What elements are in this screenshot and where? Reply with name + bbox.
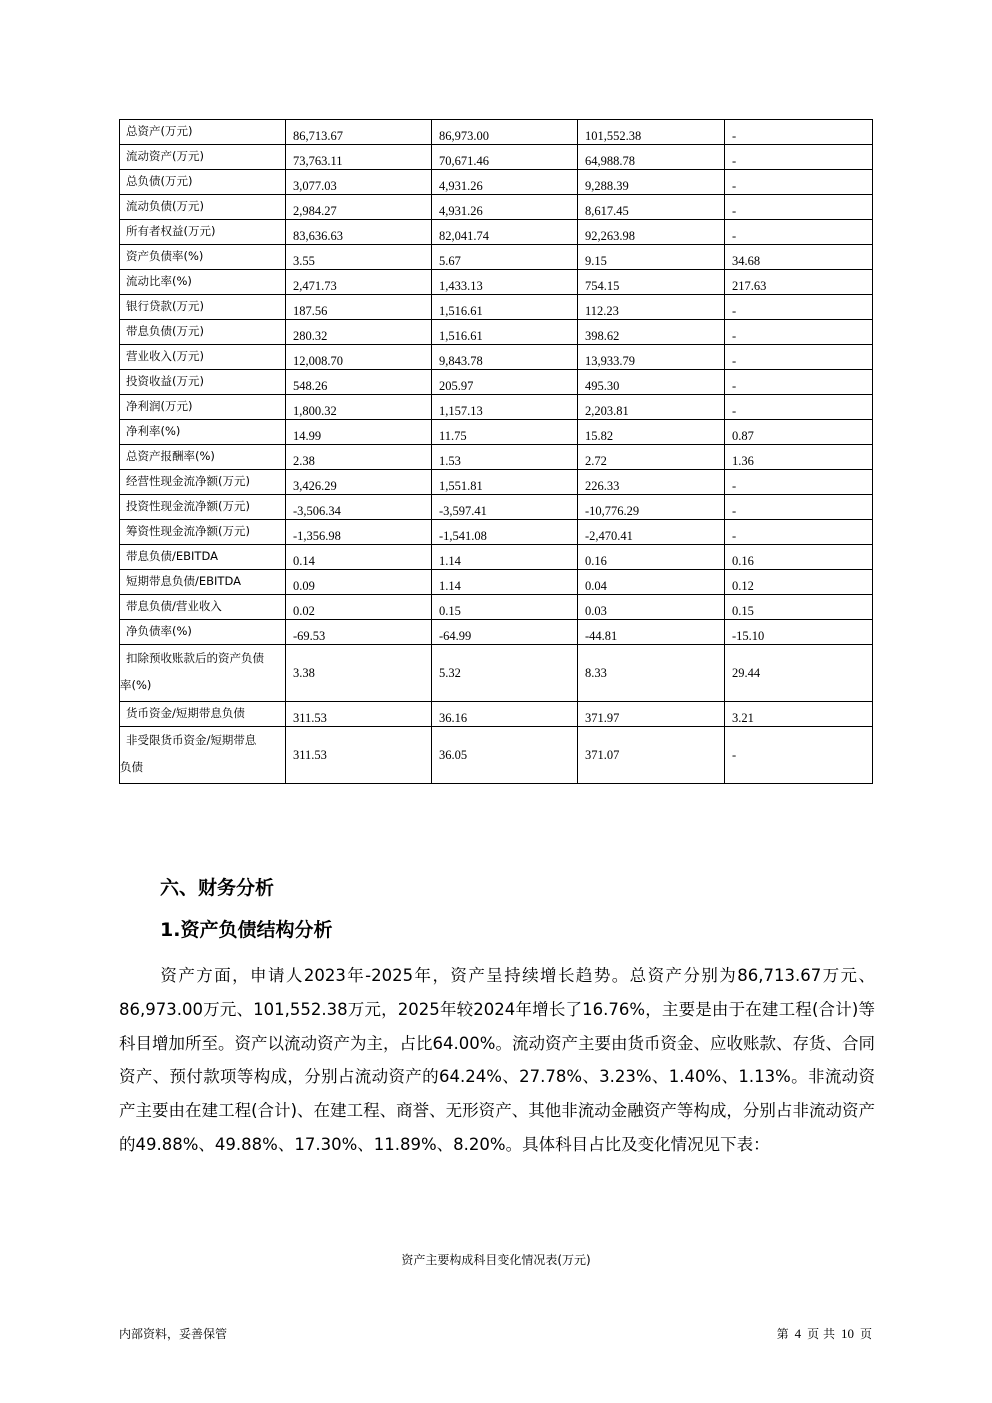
row-label: 净负债率(%) <box>120 620 286 645</box>
row-value: 280.32 <box>286 320 432 345</box>
row-value: 1.36 <box>725 445 873 470</box>
row-value: - <box>725 495 873 520</box>
row-label: 筹资性现金流净额(万元) <box>120 520 286 545</box>
row-value: 3.55 <box>286 245 432 270</box>
table-row <box>120 245 873 270</box>
row-value: - <box>725 520 873 545</box>
row-label: 短期带息负债/EBITDA <box>120 570 286 595</box>
row-value: 3,077.03 <box>286 170 432 195</box>
row-value: 3.38 <box>286 645 432 702</box>
row-value: 548.26 <box>286 370 432 395</box>
row-value: 2,203.81 <box>578 395 725 420</box>
table-row <box>120 145 873 170</box>
page-prefix: 第 <box>776 1327 789 1341</box>
row-value: 14.99 <box>286 420 432 445</box>
row-value: 0.16 <box>578 545 725 570</box>
row-value: -44.81 <box>578 620 725 645</box>
table-row <box>120 470 873 495</box>
row-value: 217.63 <box>725 270 873 295</box>
row-value: 8.33 <box>578 645 725 702</box>
row-value: 371.07 <box>578 727 725 784</box>
row-value: 86,713.67 <box>286 120 432 145</box>
row-value: 3.21 <box>725 702 873 727</box>
row-value: 0.15 <box>725 595 873 620</box>
row-label-line1: 扣除预收账款后的资产负债 <box>126 651 264 665</box>
row-value: 2.38 <box>286 445 432 470</box>
table-row <box>120 645 873 702</box>
row-value: -64.99 <box>432 620 578 645</box>
row-value: -1,541.08 <box>432 520 578 545</box>
table-row <box>120 195 873 220</box>
row-label-line2: 负债 <box>120 760 143 774</box>
row-value: 0.14 <box>286 545 432 570</box>
table-row <box>120 520 873 545</box>
row-value: 1.53 <box>432 445 578 470</box>
row-label: 货币资金/短期带息负债 <box>120 702 286 727</box>
page-mid: 页 共 <box>807 1327 835 1341</box>
row-value: 4,931.26 <box>432 195 578 220</box>
row-value: -1,356.98 <box>286 520 432 545</box>
footer-confidential-note: 内部资料，妥善保管 <box>119 1327 228 1341</box>
row-value: 495.30 <box>578 370 725 395</box>
row-value: - <box>725 220 873 245</box>
row-label: 投资收益(万元) <box>120 370 286 395</box>
table-row <box>120 702 873 727</box>
table-row <box>120 495 873 520</box>
table-row <box>120 395 873 420</box>
row-value: -2,470.41 <box>578 520 725 545</box>
row-value: 9,843.78 <box>432 345 578 370</box>
row-value: 1,551.81 <box>432 470 578 495</box>
row-value: 226.33 <box>578 470 725 495</box>
row-value: 36.05 <box>432 727 578 784</box>
row-value: 86,973.00 <box>432 120 578 145</box>
row-value: 11.75 <box>432 420 578 445</box>
row-label: 带息负债/营业收入 <box>120 595 286 620</box>
page-current: 4 <box>794 1326 802 1341</box>
row-value: 83,636.63 <box>286 220 432 245</box>
table-row <box>120 727 873 784</box>
row-value: 3,426.29 <box>286 470 432 495</box>
row-value: 398.62 <box>578 320 725 345</box>
row-label <box>120 645 286 702</box>
row-value: 70,671.46 <box>432 145 578 170</box>
table-row <box>120 120 873 145</box>
row-value: 9,288.39 <box>578 170 725 195</box>
row-value: -15.10 <box>725 620 873 645</box>
row-value: 0.04 <box>578 570 725 595</box>
row-value: 92,263.98 <box>578 220 725 245</box>
row-value: 754.15 <box>578 270 725 295</box>
page-total: 10 <box>840 1326 854 1341</box>
row-label: 所有者权益(万元) <box>120 220 286 245</box>
row-value: - <box>725 345 873 370</box>
footer-page-number <box>777 1325 872 1342</box>
row-value: 5.67 <box>432 245 578 270</box>
table-row <box>120 420 873 445</box>
table-row <box>120 320 873 345</box>
section-subtitle: 1.资产负债结构分析 <box>160 919 333 941</box>
row-value: 0.15 <box>432 595 578 620</box>
table-body <box>120 120 873 784</box>
row-label: 总负债(万元) <box>120 170 286 195</box>
row-value: 73,763.11 <box>286 145 432 170</box>
analysis-paragraph <box>119 959 875 1162</box>
row-label: 经营性现金流净额(万元) <box>120 470 286 495</box>
row-value: 0.16 <box>725 545 873 570</box>
row-value: - <box>725 170 873 195</box>
table-caption: 资产主要构成科目变化情况表(万元) <box>401 1253 591 1267</box>
row-value: 0.02 <box>286 595 432 620</box>
row-value: - <box>725 195 873 220</box>
row-label: 投资性现金流净额(万元) <box>120 495 286 520</box>
row-label-line2: 率(%) <box>120 678 152 692</box>
row-value: 371.97 <box>578 702 725 727</box>
row-value: 311.53 <box>286 702 432 727</box>
row-label: 带息负债/EBITDA <box>120 545 286 570</box>
row-value: 1,800.32 <box>286 395 432 420</box>
row-value: - <box>725 395 873 420</box>
row-value: -3,506.34 <box>286 495 432 520</box>
table-row <box>120 220 873 245</box>
row-value: -3,597.41 <box>432 495 578 520</box>
table-row <box>120 570 873 595</box>
row-value: 0.03 <box>578 595 725 620</box>
row-value: 205.97 <box>432 370 578 395</box>
row-label: 营业收入(万元) <box>120 345 286 370</box>
table-row <box>120 295 873 320</box>
row-label: 总资产报酬率(%) <box>120 445 286 470</box>
table-row <box>120 345 873 370</box>
row-value: 5.32 <box>432 645 578 702</box>
row-label: 资产负债率(%) <box>120 245 286 270</box>
row-value: - <box>725 145 873 170</box>
row-value: - <box>725 320 873 345</box>
row-value: - <box>725 295 873 320</box>
row-value: -69.53 <box>286 620 432 645</box>
row-label: 银行贷款(万元) <box>120 295 286 320</box>
row-value: 29.44 <box>725 645 873 702</box>
analysis-paragraph-text: 资产方面，申请人2023年-2025年，资产呈持续增长趋势。总资产分别为86,713.67万元、86,973.00万元、101,552.38万元，2025年较2024年增长了16.76%，主要是由于在建工程(合计)等科目增加所至。资产以流动资产为主，占比64.00%。流动资产主要由货币资金、应收账款、存货、合同资产、预付款项等构成，分别占流动资产的64.24%、27.78%、3.23%、1.40%、1.13%。非流动资产主要由在建工程(合计)、在建工程、商誉、无形资产、其他非流动金融资产等构成，分别占非流动资产的49.88%、49.88%、17.30%、11.89%、8.20%。具体科目占比及变化情况见下表： <box>119 966 875 1154</box>
row-value: 2.72 <box>578 445 725 470</box>
row-value: 2,984.27 <box>286 195 432 220</box>
row-value: 9.15 <box>578 245 725 270</box>
table-row <box>120 170 873 195</box>
row-value: 1,157.13 <box>432 395 578 420</box>
row-value: 101,552.38 <box>578 120 725 145</box>
row-value: 13,933.79 <box>578 345 725 370</box>
row-value: - <box>725 120 873 145</box>
table-row <box>120 595 873 620</box>
row-value: 82,041.74 <box>432 220 578 245</box>
page-suffix: 页 <box>859 1327 872 1341</box>
row-label: 流动负债(万元) <box>120 195 286 220</box>
row-value: 0.12 <box>725 570 873 595</box>
row-value: - <box>725 727 873 784</box>
table-row <box>120 270 873 295</box>
table-row <box>120 370 873 395</box>
row-value: 1.14 <box>432 545 578 570</box>
row-label: 总资产(万元) <box>120 120 286 145</box>
row-value: 311.53 <box>286 727 432 784</box>
row-value: -10,776.29 <box>578 495 725 520</box>
row-value: - <box>725 370 873 395</box>
row-label <box>120 727 286 784</box>
row-value: 187.56 <box>286 295 432 320</box>
row-value: 8,617.45 <box>578 195 725 220</box>
row-value: 15.82 <box>578 420 725 445</box>
row-value: 34.68 <box>725 245 873 270</box>
row-label: 净利率(%) <box>120 420 286 445</box>
row-value: 0.87 <box>725 420 873 445</box>
row-value: 36.16 <box>432 702 578 727</box>
row-value: 1.14 <box>432 570 578 595</box>
table-row <box>120 445 873 470</box>
table-row <box>120 620 873 645</box>
row-label: 流动比率(%) <box>120 270 286 295</box>
table-row <box>120 545 873 570</box>
row-value: - <box>725 470 873 495</box>
row-value: 1,516.61 <box>432 320 578 345</box>
row-label: 带息负债(万元) <box>120 320 286 345</box>
row-label-line1: 非受限货币资金/短期带息 <box>126 733 257 747</box>
row-value: 1,433.13 <box>432 270 578 295</box>
row-value: 0.09 <box>286 570 432 595</box>
row-value: 64,988.78 <box>578 145 725 170</box>
row-value: 2,471.73 <box>286 270 432 295</box>
row-value: 1,516.61 <box>432 295 578 320</box>
row-value: 4,931.26 <box>432 170 578 195</box>
section-title: 六、财务分析 <box>160 877 275 899</box>
financial-indicators-table <box>119 119 873 784</box>
row-label: 净利润(万元) <box>120 395 286 420</box>
row-value: 12,008.70 <box>286 345 432 370</box>
row-label: 流动资产(万元) <box>120 145 286 170</box>
row-value: 112.23 <box>578 295 725 320</box>
